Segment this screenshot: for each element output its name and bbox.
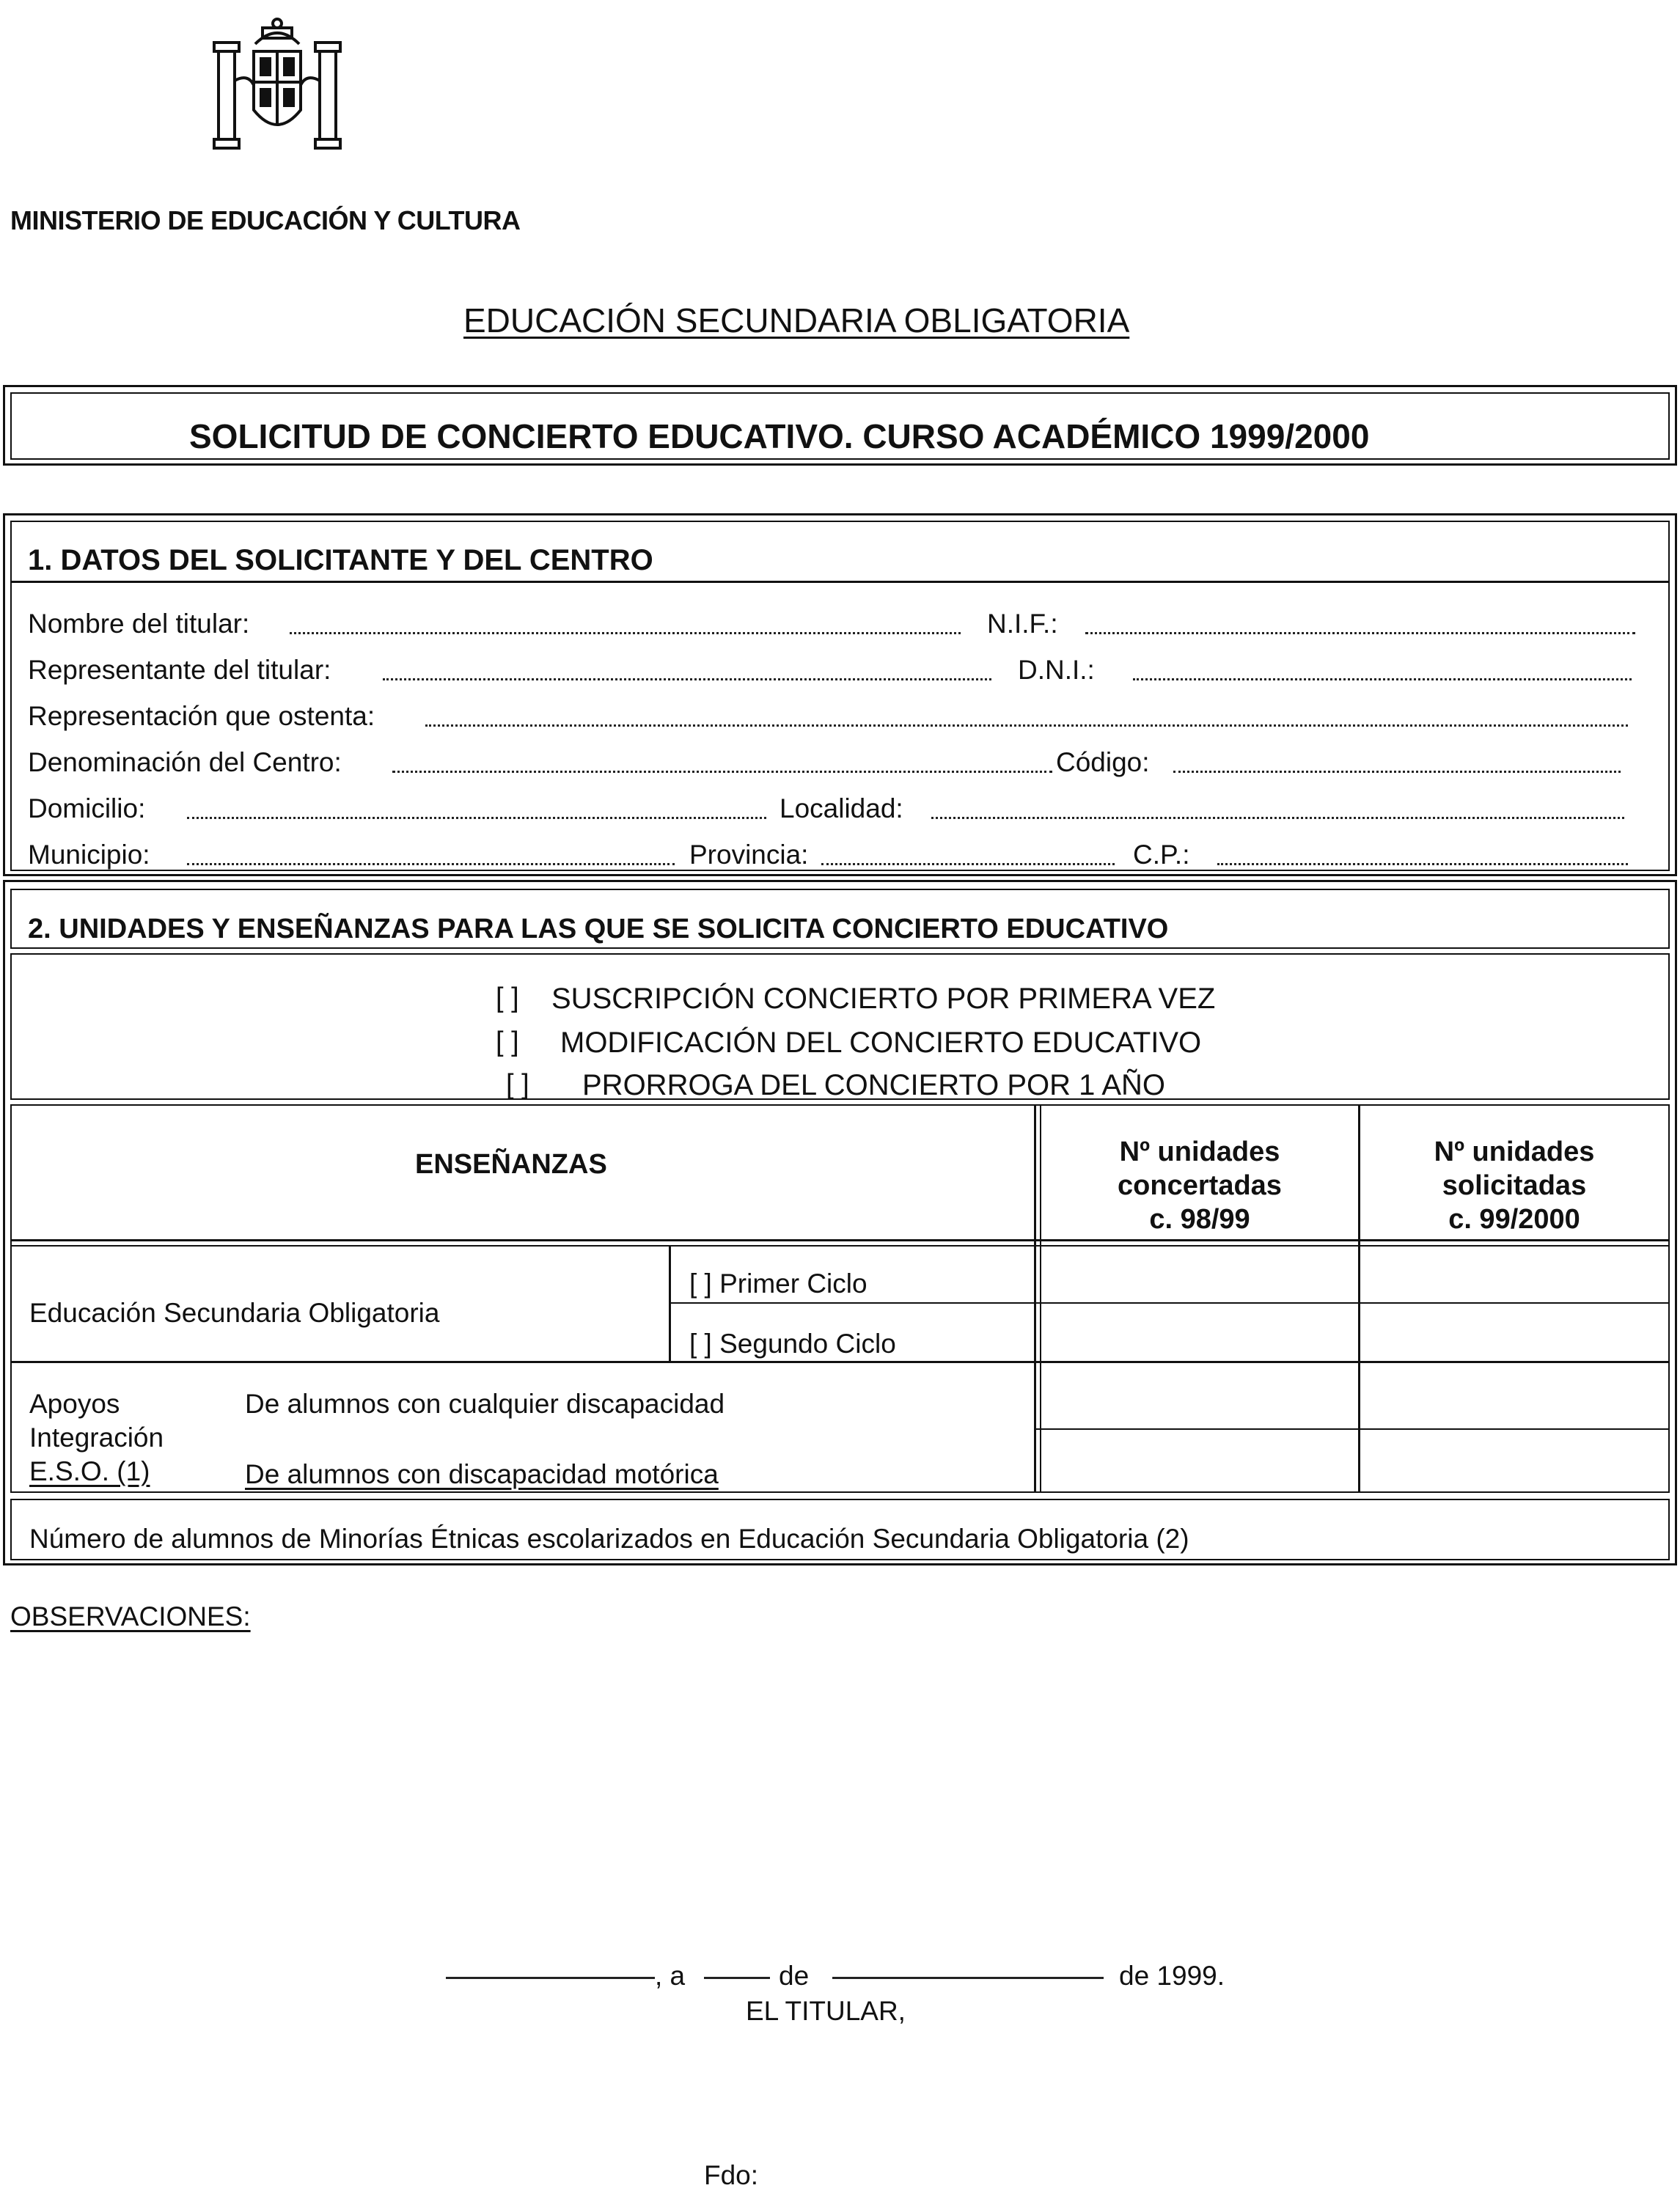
eso-row-label: Educación Secundaria Obligatoria — [29, 1298, 440, 1328]
sig-a: , a — [655, 1961, 686, 1991]
label-cp: C.P.: — [1133, 840, 1190, 870]
col-divider-1 — [1034, 1104, 1036, 1493]
segundo-ciclo-option[interactable]: [ ] Segundo Ciclo — [689, 1329, 896, 1359]
document-subtitle: EDUCACIÓN SECUNDARIA OBLIGATORIA — [463, 301, 1130, 339]
field-dni[interactable] — [1133, 678, 1632, 680]
col-solicitadas-header — [1360, 1135, 1668, 1236]
col-solicitadas-line3: c. 99/2000 — [1448, 1204, 1580, 1235]
apoyos-line2: Integración — [29, 1422, 164, 1453]
observaciones-label: OBSERVACIONES: — [10, 1601, 251, 1631]
field-codigo[interactable] — [1173, 771, 1621, 773]
eso-row-bottom — [10, 1361, 1670, 1363]
month-blank[interactable] — [832, 1977, 1104, 1979]
cell-apoyos1-concertadas[interactable] — [1043, 1364, 1357, 1427]
day-blank[interactable] — [704, 1977, 770, 1979]
label-localidad: Localidad: — [780, 793, 903, 823]
cell-primer-solicitadas[interactable] — [1361, 1248, 1668, 1301]
option-modificacion-checkbox[interactable]: [ ] — [496, 1027, 519, 1057]
apoyos-discapacidad-motorica: De alumnos con discapacidad motórica — [245, 1459, 719, 1489]
col-concertadas-line2: concertadas — [1118, 1170, 1282, 1201]
field-nombre-titular[interactable] — [290, 632, 961, 634]
sig-de-year: de 1999. — [1119, 1961, 1225, 1991]
field-cp[interactable] — [1217, 863, 1628, 865]
ministry-name: MINISTERIO DE EDUCACIÓN Y CULTURA — [10, 205, 521, 235]
col-ensenanzas-header: ENSEÑANZAS — [415, 1149, 607, 1180]
option-prorroga-label: PRORROGA DEL CONCIERTO POR 1 AÑO — [582, 1069, 1165, 1101]
apoyos-line1: Apoyos — [29, 1389, 120, 1419]
minorias-label: Número de alumnos de Minorías Étnicas escolarizados en Educación Secundaria Obligatoria (2) — [29, 1524, 1189, 1554]
col-concertadas-line3: c. 98/99 — [1149, 1204, 1250, 1235]
field-domicilio[interactable] — [187, 817, 766, 819]
label-codigo: Código: — [1056, 747, 1150, 777]
label-nombre-titular: Nombre del titular: — [28, 609, 250, 639]
label-dni: D.N.I.: — [1018, 655, 1095, 685]
primer-ciclo-option[interactable]: [ ] Primer Ciclo — [689, 1269, 867, 1299]
section2-heading: 2. UNIDADES Y ENSEÑANZAS PARA LAS QUE SE SOLICITA CONCIERTO EDUCATIVO — [28, 914, 1169, 944]
sig-fdo: Fdo: — [704, 2160, 759, 2190]
sig-de1: de — [779, 1961, 810, 1991]
label-nif: N.I.F.: — [987, 609, 1058, 639]
cell-apoyos2-solicitadas[interactable] — [1361, 1431, 1668, 1491]
col-solicitadas-line1: Nº unidades — [1434, 1137, 1595, 1167]
ciclo-divider — [669, 1247, 671, 1362]
option-prorroga-checkbox[interactable]: [ ] — [506, 1069, 529, 1100]
cell-apoyos2-concertadas[interactable] — [1043, 1431, 1357, 1491]
label-municipio: Municipio: — [28, 840, 150, 870]
ciclo-mid-rule — [669, 1302, 1670, 1304]
sig-titular: EL TITULAR, — [746, 1996, 906, 2026]
label-representacion: Representación que ostenta: — [28, 701, 375, 731]
field-municipio[interactable] — [187, 863, 675, 865]
label-provincia: Provincia: — [689, 840, 809, 870]
label-domicilio: Domicilio: — [28, 793, 146, 823]
apoyos-label — [29, 1387, 164, 1488]
signature-area[interactable] — [770, 2148, 1210, 2192]
cell-segundo-concertadas[interactable] — [1043, 1305, 1357, 1359]
option-primera-vez-label: SUSCRIPCIÓN CONCIERTO POR PRIMERA VEZ — [551, 983, 1216, 1015]
col-solicitadas-line2: solicitadas — [1442, 1170, 1587, 1201]
apoyos-cualquier-discapacidad: De alumnos con cualquier discapacidad — [245, 1389, 725, 1419]
form-title: SOLICITUD DE CONCIERTO EDUCATIVO. CURSO ACADÉMICO 1999/2000 — [189, 417, 1370, 455]
field-representacion[interactable] — [425, 724, 1628, 727]
option-modificacion-label: MODIFICACIÓN DEL CONCIERTO EDUCATIVO — [560, 1027, 1202, 1059]
observaciones-area[interactable] — [10, 1642, 1670, 1936]
section1-heading-rule — [10, 581, 1670, 583]
table-header-rule-b — [10, 1245, 1670, 1247]
col-concertadas-header — [1041, 1135, 1358, 1236]
apoyos-mid-rule — [1034, 1428, 1670, 1430]
label-representante: Representante del titular: — [28, 655, 331, 685]
cell-primer-concertadas[interactable] — [1043, 1248, 1357, 1301]
apoyos-line3: E.S.O. (1) — [29, 1456, 150, 1486]
section1-heading: 1. DATOS DEL SOLICITANTE Y DEL CENTRO — [28, 544, 653, 576]
cell-apoyos1-solicitadas[interactable] — [1361, 1364, 1668, 1427]
coat-of-arms-icon — [204, 15, 351, 154]
place-blank[interactable] — [446, 1977, 655, 1979]
label-denominacion: Denominación del Centro: — [28, 747, 342, 777]
col-concertadas-line1: Nº unidades — [1119, 1137, 1280, 1167]
cell-segundo-solicitadas[interactable] — [1361, 1305, 1668, 1359]
field-localidad[interactable] — [931, 817, 1624, 819]
field-provincia[interactable] — [821, 863, 1115, 865]
field-nif[interactable] — [1085, 632, 1635, 634]
table-header-rule — [10, 1239, 1670, 1241]
option-primera-vez-checkbox[interactable]: [ ] — [496, 983, 519, 1013]
field-denominacion[interactable] — [392, 771, 1052, 773]
field-representante[interactable] — [383, 678, 991, 680]
